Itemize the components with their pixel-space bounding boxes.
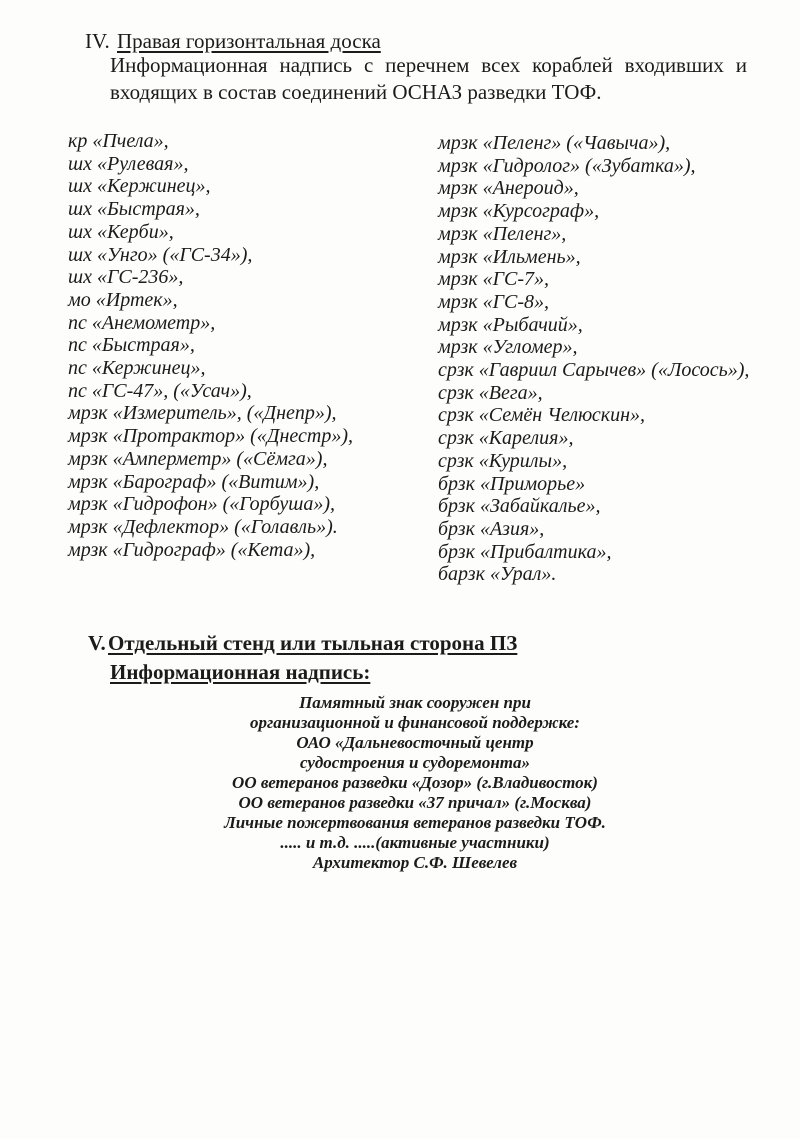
ship-list-item: брзк «Забайкалье», xyxy=(438,495,601,518)
ship-list-item: срзк «Курилы», xyxy=(438,449,568,472)
ship-list-item: срзк «Гавриил Сарычев» («Лосось»), xyxy=(438,359,750,382)
inscription-line: Архитектор С.Ф. Шевелев xyxy=(312,853,518,872)
ship-list-item: шх «Керби», xyxy=(68,220,174,243)
inscription-line: ОАО «Дальневосточный центр xyxy=(296,733,534,752)
ship-list-item: кр «Пчела», xyxy=(68,130,169,152)
inscription-line: судостроения и судоремонта» xyxy=(299,753,531,772)
section-v-number: V. xyxy=(88,631,106,655)
ship-list-item: мрзк «Угломер», xyxy=(438,336,578,359)
inscription-line: ОО ветеранов разведки «Дозор» (г.Владивосток) xyxy=(232,773,598,792)
ship-list-item: мрзк «Протрактор» («Днестр»), xyxy=(68,425,353,448)
ship-list-item: пс «Быстрая», xyxy=(68,334,195,357)
ship-list-item: брзк «Азия», xyxy=(438,517,545,540)
section-iv-number: IV. xyxy=(85,29,110,53)
section-iv-paragraph-line1: Информационная надпись с перечнем всех кораблей входивших и xyxy=(110,53,747,77)
ship-list-item: шх «Рулевая», xyxy=(68,152,189,175)
inscription-line: организационной и финансовой поддержке: xyxy=(250,713,580,732)
section-iv-paragraph-line2: входящих в состав соединений ОСНАЗ разведки ТОФ. xyxy=(110,80,602,104)
section-iv-paragraph xyxy=(110,52,747,106)
ship-list-item: срзк «Карелия», xyxy=(438,427,574,450)
ship-list-item: шх «Быстрая», xyxy=(68,198,200,221)
inscription-line: Личные пожертвования ветеранов разведки ТОФ. xyxy=(224,813,606,832)
ship-list-item: мрзк «ГС-7», xyxy=(438,268,550,291)
ship-list-item: мо «Иртек», xyxy=(68,288,178,311)
ship-list-item: пс «Анемометр», xyxy=(68,311,216,334)
ship-list-item: срзк «Семён Челюскин», xyxy=(438,404,646,427)
ship-list-item: пс «Кержинец», xyxy=(68,357,206,380)
section-iv-title: Правая горизонтальная доска xyxy=(117,29,381,53)
section-v-title: Отдельный стенд или тыльная сторона ПЗ xyxy=(108,631,518,655)
inscription-block xyxy=(120,693,710,873)
ship-list-item: брзк «Прибалтика», xyxy=(438,540,612,563)
ship-list-item: мрзк «Пеленг» («Чавыча»), xyxy=(438,132,671,154)
ship-list-item: мрзк «Гидрофон» («Горбуша»), xyxy=(68,493,336,516)
inscription-line: ..... и т.д. .....(активные участники) xyxy=(280,833,550,852)
inscription-line: Памятный знак сооружен при xyxy=(299,693,531,712)
ship-list-item: срзк «Вега», xyxy=(438,381,543,404)
section-v-heading xyxy=(88,631,517,656)
ship-list-left-column xyxy=(68,130,353,561)
ship-list-item: брзк «Приморье» xyxy=(438,472,586,495)
ship-list-right-column xyxy=(438,132,749,586)
ship-list-item: мрзк «Анероид», xyxy=(438,177,579,200)
ship-list-item: мрзк «Измеритель», («Днепр»), xyxy=(68,402,337,425)
ship-list-item: шх «Кержинец», xyxy=(68,175,211,198)
section-v-subtitle: Информационная надпись: xyxy=(110,660,371,684)
ship-list-item: пс «ГС-47», («Усач»), xyxy=(68,379,252,402)
ship-list-item: мрзк «Рыбачий», xyxy=(438,313,583,336)
ship-list-item: мрзк «Амперметр» («Сёмга»), xyxy=(68,447,328,470)
ship-list-item: мрзк «Ильмень», xyxy=(438,245,581,268)
ship-list-item: мрзк «Гидрограф» («Кета»), xyxy=(68,538,316,561)
ship-list-item: мрзк «Пеленг», xyxy=(438,222,567,245)
ship-list-item: мрзк «Барограф» («Витим»), xyxy=(68,470,320,493)
ship-list-item: мрзк «Дефлектор» («Голавль»). xyxy=(68,515,338,538)
inscription-line: ОО ветеранов разведки «37 причал» (г.Москва) xyxy=(238,793,592,812)
ship-list-item: мрзк «Курсограф», xyxy=(438,200,600,223)
ship-list-item: мрзк «ГС-8», xyxy=(438,290,550,313)
section-iv-heading xyxy=(85,29,381,54)
ship-list-item: шх «ГС-236», xyxy=(68,266,184,289)
ship-list-item: барзк «Урал». xyxy=(438,563,557,586)
ship-list-item: мрзк «Гидролог» («Зубатка»), xyxy=(438,154,696,177)
ship-list-item: шх «Унго» («ГС-34»), xyxy=(68,243,253,266)
